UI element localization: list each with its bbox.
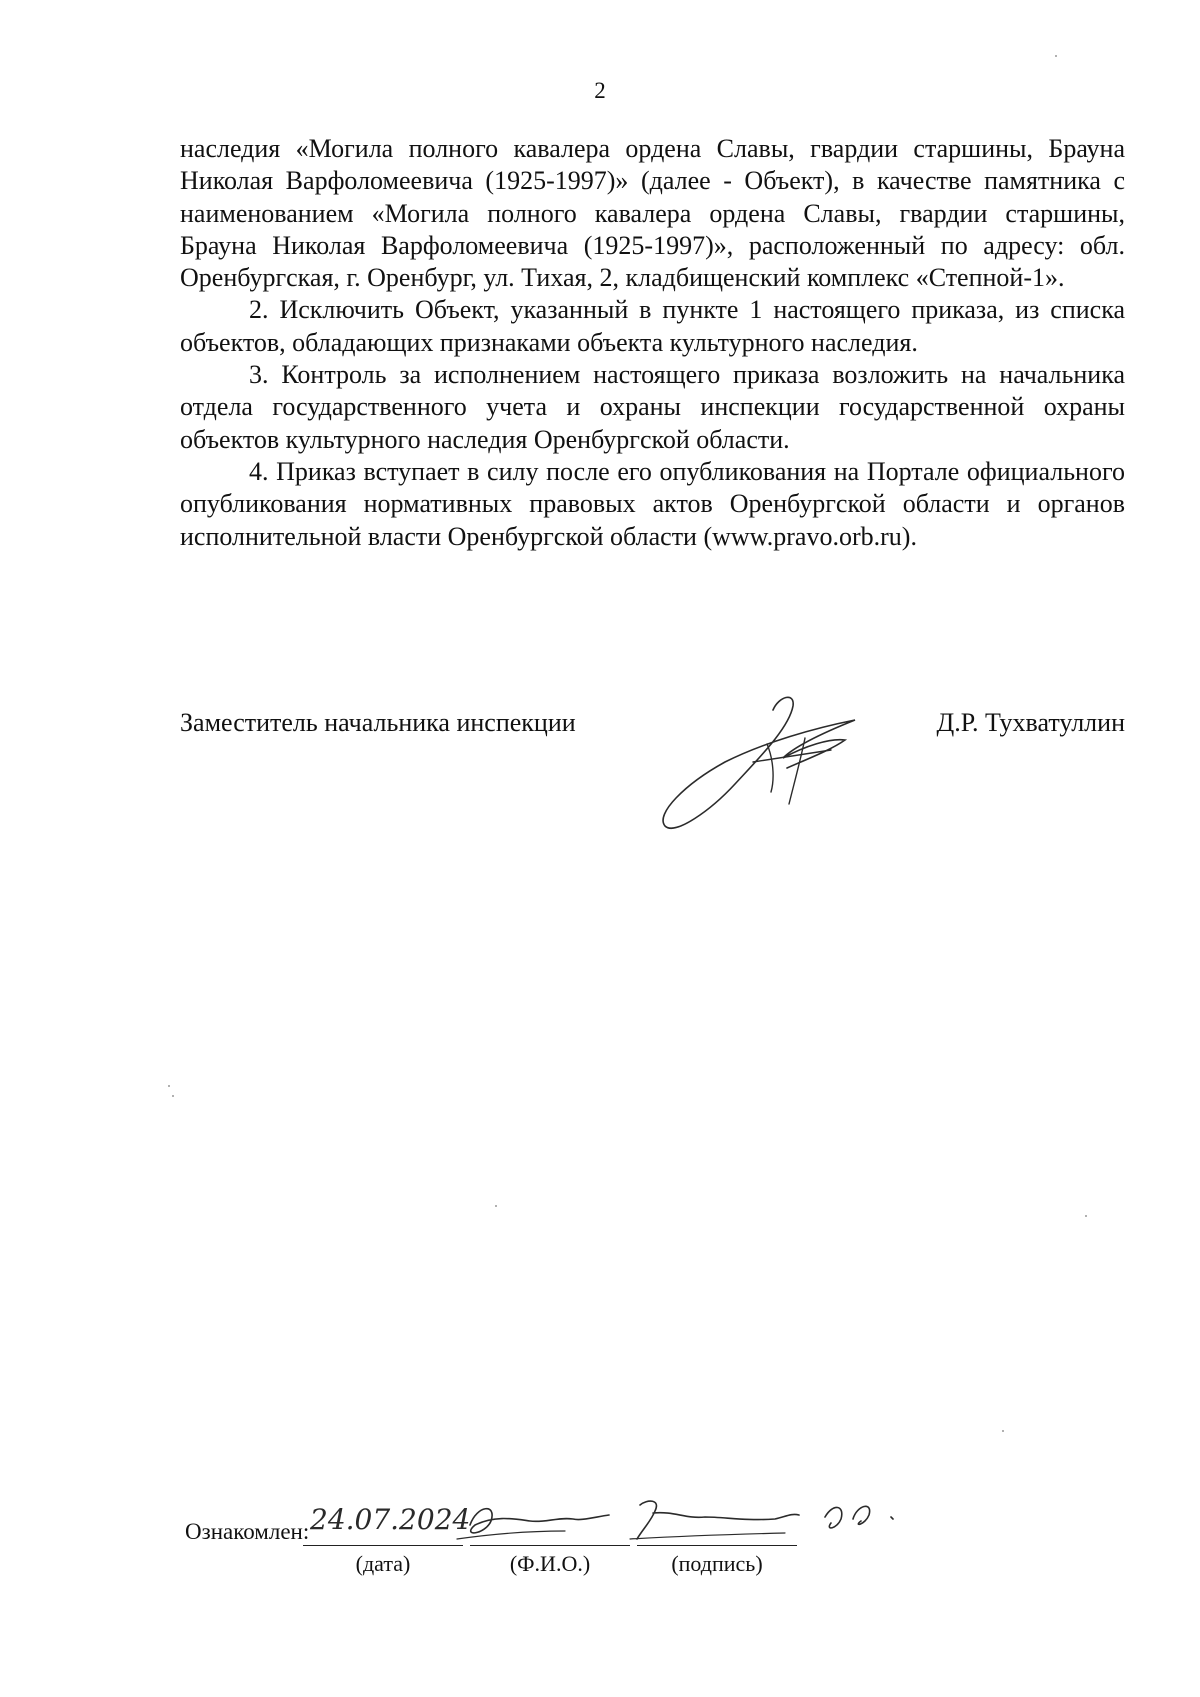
paragraph-continuation: наследия «Могила полного кавалера ордена Славы, гвардии старшины, Брауна Николая Варфоломеевича (1925-1997)» (далее - Объект), в качестве памятника с наименованием «Могила полного кавалера ордена Славы, гвардии старшины, Брауна Николая Варфоломеевича (1925-1997)», расположенный по адресу: обл. Оренбургская, г. Оренбург, ул. Тихая, 2, кладбищенский комплекс «Степной-1». (180, 134, 1125, 293)
name-caption: (Ф.И.О.) (509, 1551, 591, 1576)
scan-artifact (172, 1095, 174, 1097)
signer-name: Д.Р. Тухватуллин (936, 708, 1125, 737)
paragraph-item-3: 3. Контроль за исполнением настоящего приказа возложить на начальника отдела государственного учета и охраны инспекции государственной охраны объектов культурного наследия Оренбургской области. (180, 360, 1125, 454)
acknowledgement-label: Ознакомлен: (185, 1519, 310, 1544)
scan-artifact (1085, 1215, 1087, 1217)
name-line (470, 1545, 630, 1546)
date-line (303, 1545, 463, 1546)
scan-artifact (1002, 1430, 1004, 1432)
signature-line (637, 1545, 797, 1546)
scan-artifact (1055, 55, 1057, 57)
signer-position: Заместитель начальника инспекции (180, 708, 576, 737)
acknowledgement-block (185, 1495, 985, 1576)
scan-artifact (168, 1085, 170, 1087)
signature-caption: (подпись) (671, 1551, 763, 1576)
paragraph-item-4: 4. Приказ вступает в силу после его опубликования на Портале официального опубликования нормативных правовых актов Оренбургской области и органов исполнительной власти Оренбургской области (www.pravo.orb.ru). (180, 456, 1125, 551)
handwritten-signature-icon (655, 688, 885, 848)
document-body (180, 133, 1125, 553)
paragraph-item-2: 2. Исключить Объект, указанный в пункте 1 настоящего приказа, из списка объектов, обладающих признаками объекта культурного наследия. (180, 295, 1125, 357)
acknowledgement-date-handwritten: 24.07.2024 (310, 1503, 471, 1536)
scan-artifact (495, 1205, 497, 1207)
date-caption: (дата) (355, 1551, 411, 1576)
page-number: 2 (594, 78, 606, 103)
